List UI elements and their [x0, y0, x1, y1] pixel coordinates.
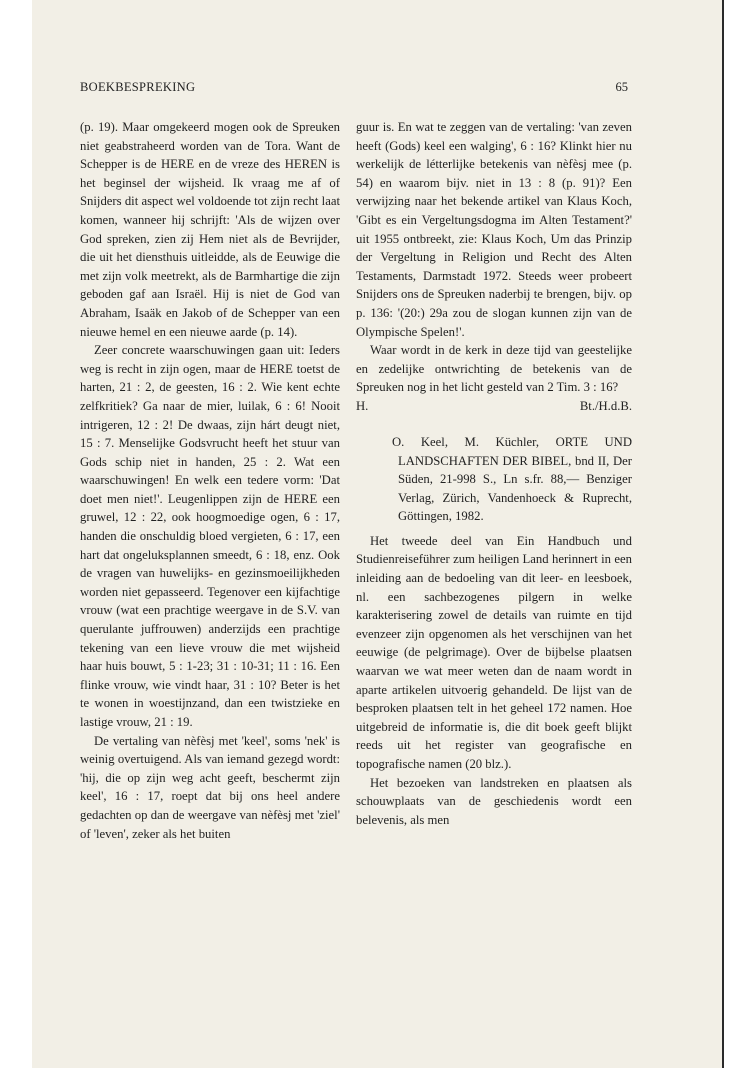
paragraph: guur is. En wat te zeggen van de vertaling: 'van zeven heeft (Gods) keel een walging', 6 : 16? Klinkt hier nu werkelijk de létterlijke betekenis van nèfèsj mee (p. 54) en waarom bijv. niet in 13 : 8 (p. 91)? Een verwijzing naar het bekende artikel van Klaus Koch, 'Gibt es ein Vergeltungsdogma im Alten Testament?' uit 1955 ontbreekt, zie: Klaus Koch, Um das Prinzip der Vergeltung in Religion und Recht des Alten Testaments, Darmstadt 1972. Steeds weer probeert Snijders ons de Spreuken naderbij te brengen, bijv. op p. 136: '(20:) 29a zou de slogan kunnen zijn van de Olympische Spelen!'.	[356, 120, 632, 339]
paragraph: Waar wordt in de kerk in deze tijd van geestelijke en zedelijke ontwrichting de betekenis van de Spreuken nog in het licht gesteld van 2 Tim. 3 : 16?	[356, 343, 632, 395]
right-column	[356, 118, 632, 829]
book-citation	[392, 433, 632, 526]
left-column	[80, 118, 340, 843]
paragraph: De vertaling van nèfèsj met 'keel', soms 'nek' is weinig overtuigend. Als van iemand gezegd wordt: 'hij, die op zijn weg acht geeft, beschermt zijn keel', 16 : 17, roept dat bij ons heel andere gedachten op dan de weergave van nèfèsj met 'ziel' of 'leven', zeker als het buiten	[80, 733, 340, 841]
paragraph: (p. 19). Maar omgekeerd mogen ook de Spreuken niet geabstraheerd worden van de Tora. Want de Schepper is de HERE en de vreze des HEREN is het beginsel der wijsheid. Ik vraag me af of Snijders dit aspect wel voldoende tot zijn recht laat komen, wanneer hij schrijft: 'Als de wijzen over God spreken, zien zij Hem niet als de Bevrijder, die uit het diensthuis uitleidde, als de Eeuwige die met zijn volk meetrekt, als de Barmhartige die zijn geboden gaf aan Israël. Hij is niet de God van Abraham, Isaäk en Jakob of de Schepper van een nieuwe hemel en een nieuwe aarde (p. 14).	[80, 120, 340, 339]
signature-reviewers: Bt./H.d.B.	[579, 398, 632, 413]
review-signature	[356, 397, 632, 423]
paragraph: Het bezoeken van landstreken en plaatsen als schouwplaats van de geschiedenis wordt een belevenis, als men	[356, 775, 632, 827]
page-number: 65	[615, 80, 628, 94]
book-page	[32, 0, 724, 1068]
page-header	[80, 80, 628, 100]
page-edge-shadow	[722, 0, 724, 1068]
paragraph: Het tweede deel van Ein Handbuch und Studienreiseführer zum heiligen Land herinnert in een inleiding aan de bedoeling van dit leer- en leesboek, nl. een sachbezogenes pilgern in welke karakterisering zowel de details van ruimte en tijd evenzeer zijn opgenomen als het verschijnen van het eeuwige (de pelgrimage). Over de bijbelse plaatsen waarvan we wat meer weten dan de naam wordt in aparte artikelen uitvoerig gehandeld. De lijst van de besproken plaatsen telt in het geheel 172 namen. Hoe uitgebreid de informatie is, die dit boek geeft blijkt reeds uit het register van geografische en topografische namen (20 blz.).	[356, 533, 632, 771]
paragraph: Zeer concrete waarschuwingen gaan uit: Ieders weg is recht in zijn ogen, maar de HERE toetst de harten, 21 : 2, de geesten, 16 : 2. Wie kent echte zelfkritiek? Ga naar de mier, luilak, 6 : 6! Nooit intrigeren, 12 : 2! De dwaas, zijn hárt deugt niet, 15 : 7. Menselijke Godsvrucht heeft het stuur van Gods schip niet in handen, 25 : 2. Wat een waarschuwingen! En welk een tedere vorm: 'Dat doet men niet!'. Leugenlippen zijn de HERE een gruwel, 12 : 22, ook hoogmoedige ogen, 6 : 17, handen die onschuldig bloed vergieten, 6 : 17, een hart dat ongeluksplannen smeedt, 6 : 18, enz. Ook de vragen van huwelijks- en gezinsmoeilijkheden worden niet gepasseerd. Tegenover een kijfachtige vrouw (wat een prachtige weergave in de S.V. van querulante juffrouwen) anderzijds een prachtige tekening van een lieve vrouw die met wijsheid haar huis bouwt, 5 : 1-23; 31 : 10-31; 11 : 16. Een flinke vrouw, wie vindt haar, 31 : 10? Beter is het te wonen in woestijnzand, dan een twistzieke en lastige vrouw, 21 : 19.	[80, 343, 340, 729]
running-title: BOEKBESPREKING	[80, 80, 196, 94]
citation-text: O. Keel, M. Küchler, ORTE UND LANDSCHAFTEN DER BIBEL, bnd II, Der Süden, 21-998 S., Ln s.fr. 88,— Benziger Verlag, Zürich, Vandenhoeck & Ruprecht, Göttingen, 1982.	[392, 434, 632, 524]
signature-initial: H.	[356, 398, 369, 413]
